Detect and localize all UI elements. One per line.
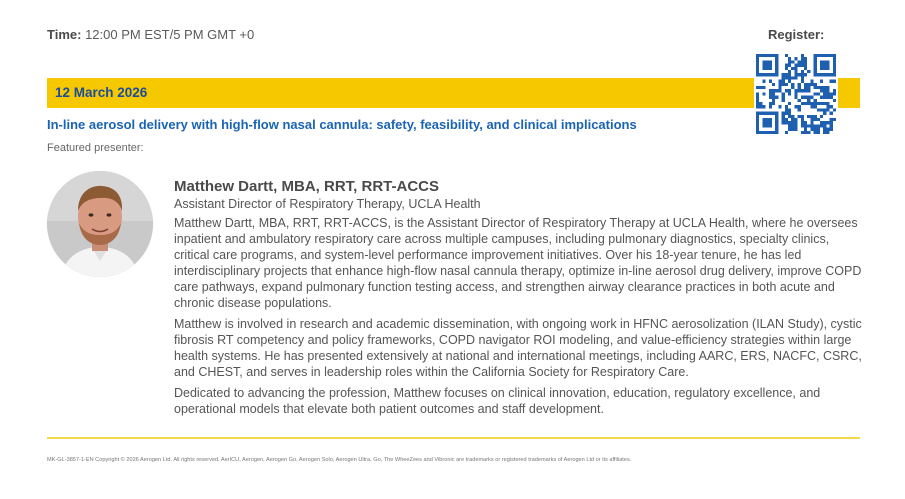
register-label: Register: [768,27,825,42]
qr-code-icon[interactable] [754,52,838,136]
time-value: 12:00 PM EST/5 PM GMT +0 [85,27,255,42]
bio-paragraph: Matthew Dartt, MBA, RRT, RRT-ACCS, is the Assistant Director of Respiratory Therapy at UCLA Health, where he oversees inpatient and ambulatory respiratory care across multiple campuses, including pulmonary diagnostics, specialty clinics, critical care programs, and system-level performance improvement initiatives. Over his 18-year tenure, he has led interdisciplinary projects that enhance high-flow nasal cannula therapy, optimize in-line aerosol drug delivery, improve COPD care pathways, expand pulmonary function testing access, and strengthen airway clearance practices in both acute and chronic disease populations. [174,216,862,310]
qr-code-graphic [756,54,836,134]
event-date: 12 March 2026 [55,85,148,100]
presenter-name: Matthew Dartt, MBA, RRT, RRT-ACCS [174,178,439,195]
bio-paragraph: Dedicated to advancing the profession, Matthew focuses on clinical innovation, education, regulatory excellence, and operational models that elevate both patient outcomes and staff development. [174,386,821,416]
copyright-footer: MK-GL-3857-1-EN Copyright © 2026 Aerogen Ltd. All rights reserved. AerICU, Aerogen, Aerogen Go, Aerogen Solo, Aerogen Ultra, Go, The WheeZees and Vibronic are trademarks or registered trademarks of Aerogen Ltd or its affiliates. [47,457,632,463]
presenter-bio [174,178,864,417]
time-label: Time: [47,27,82,42]
bio-paragraph: Matthew is involved in research and academic dissemination, with ongoing work in HFNC aerosolization (ILAN Study), cystic fibrosis RT competency and policy frameworks, COPD navigator ROI modeling, and value-efficiency strategies within large health systems. He has presented extensively at national and international meetings, including AARC, ERS, NACFC, CSRC, and CHEST, and serves in leadership roles within the California Society for Respiratory Care. [174,317,862,379]
event-time [47,27,254,42]
presenter-photo [47,171,153,277]
event-title: In-line aerosol delivery with high-flow nasal cannula: safety, feasibility, and clinical implications [47,117,637,132]
footer-divider [47,437,860,439]
avatar [47,171,153,277]
featured-presenter-label: Featured presenter: [47,142,144,154]
presenter-role: Assistant Director of Respiratory Therapy, UCLA Health [174,197,481,211]
date-banner [47,78,860,108]
